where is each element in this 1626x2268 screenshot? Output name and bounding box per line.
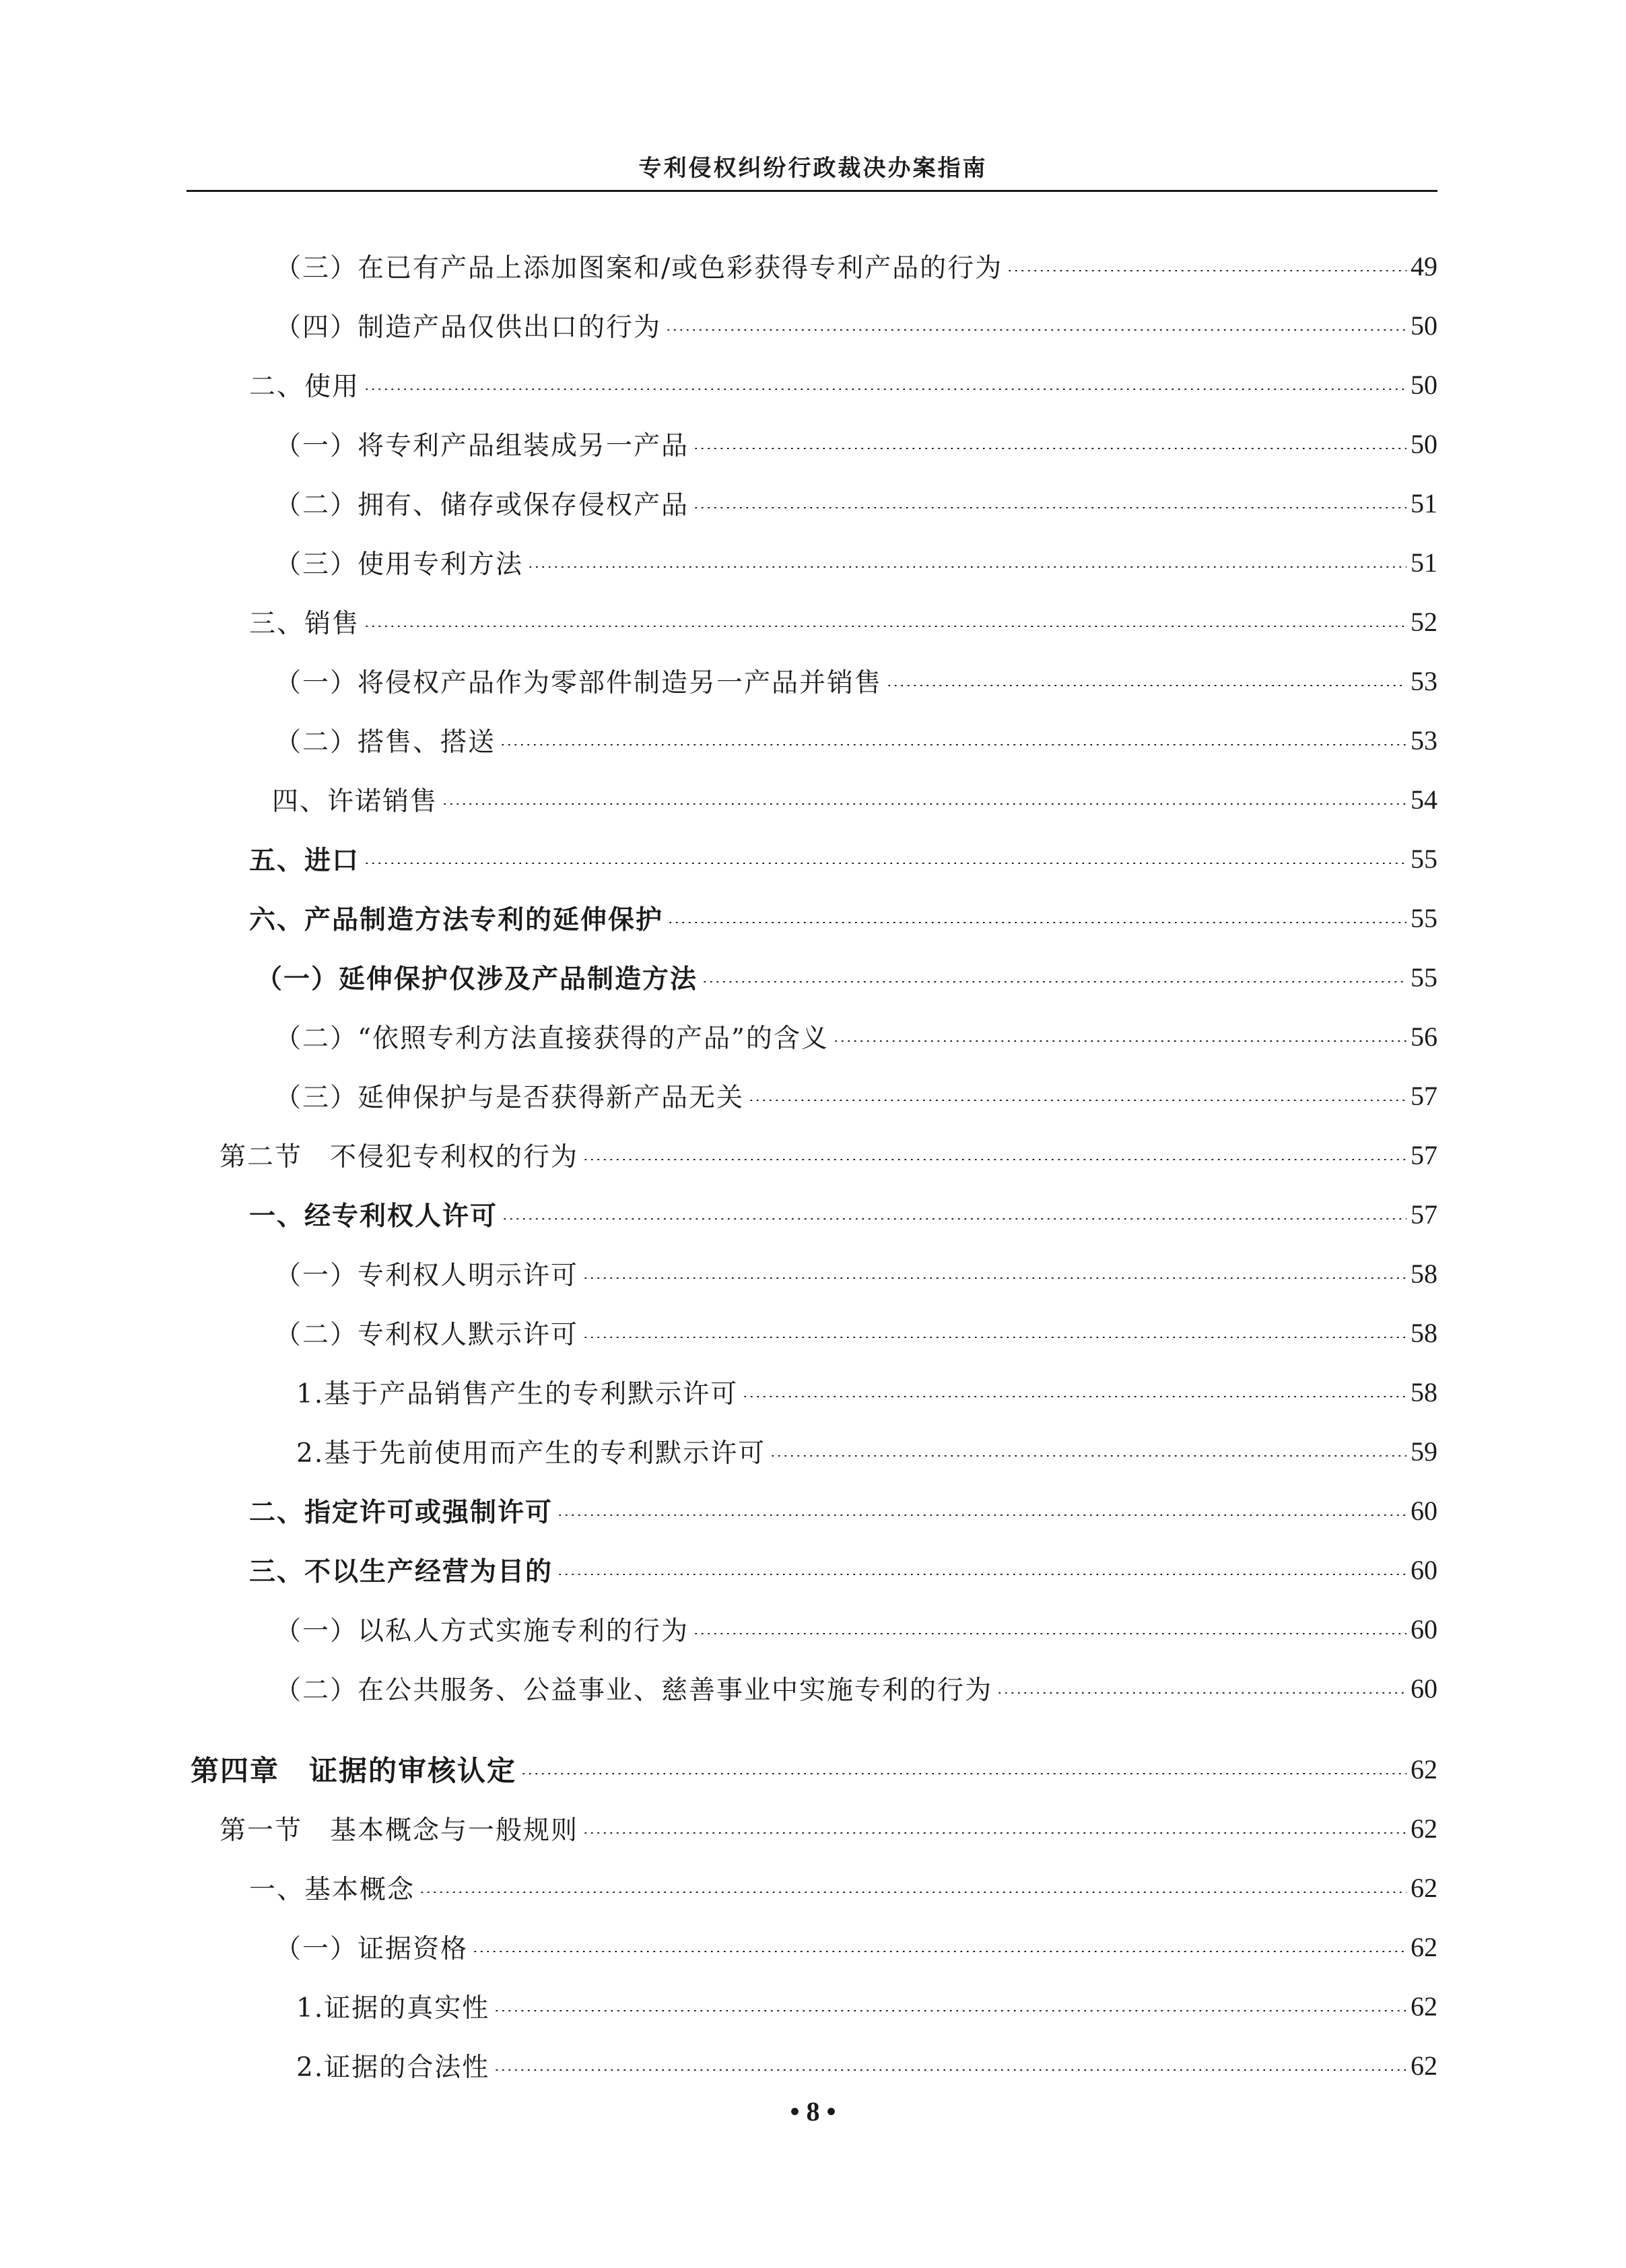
toc-entry[interactable] xyxy=(275,1309,1437,1356)
toc-entry[interactable] xyxy=(275,1923,1437,1970)
toc-entry[interactable] xyxy=(249,1546,1437,1593)
toc-entry-page: 57 xyxy=(1411,1080,1437,1111)
toc-entry[interactable] xyxy=(249,598,1437,645)
toc-chapter-entry[interactable] xyxy=(191,1745,1437,1793)
toc-entry[interactable] xyxy=(275,539,1437,586)
toc-entry-title: 2.基于先前使用而产生的专利默示许可 xyxy=(296,1438,766,1469)
toc-dot-leader xyxy=(702,981,1407,982)
toc-entry-page: 55 xyxy=(1411,843,1437,874)
toc-entry[interactable] xyxy=(275,657,1437,704)
toc-dot-leader xyxy=(886,685,1407,686)
toc-entry-title: （一）将专利产品组装成另一产品 xyxy=(275,431,689,461)
toc-entry[interactable] xyxy=(249,1487,1437,1534)
toc-dot-leader xyxy=(364,863,1407,864)
toc-entry-title: 三、销售 xyxy=(249,609,360,639)
toc-entry[interactable] xyxy=(275,1250,1437,1297)
toc-dot-leader xyxy=(996,1692,1407,1694)
toc-entry-title: （一）以私人方式实施专利的行为 xyxy=(275,1616,689,1646)
toc-entry-page: 53 xyxy=(1411,665,1437,696)
running-header: 专利侵权纠纷行政裁决办案指南 xyxy=(638,155,988,182)
toc-dot-leader xyxy=(693,448,1407,449)
toc-entry-title: 1.基于产品销售产生的专利默示许可 xyxy=(296,1379,739,1409)
toc-entry[interactable] xyxy=(275,1013,1437,1060)
toc-entry-title: （四）制造产品仅供出口的行为 xyxy=(275,312,662,343)
toc-entry[interactable] xyxy=(275,242,1437,290)
toc-entry-title: （二）“依照专利方法直接获得的产品”的含义 xyxy=(275,1024,829,1054)
toc-entry[interactable] xyxy=(275,1605,1437,1653)
toc-entry-title: 第四章 证据的审核认定 xyxy=(191,1754,517,1787)
toc-entry-title: （二）搭售、搭送 xyxy=(275,727,496,758)
toc-entry[interactable] xyxy=(256,954,1437,1001)
toc-entry-page: 62 xyxy=(1411,1872,1437,1903)
toc-dot-leader xyxy=(472,1951,1407,1952)
toc-dot-leader xyxy=(557,1514,1407,1516)
toc-entry-page: 58 xyxy=(1411,1317,1437,1348)
toc-dot-leader xyxy=(364,626,1407,627)
toc-entry-title: （一）将侵权产品作为零部件制造另一产品并销售 xyxy=(275,668,883,698)
toc-entry[interactable] xyxy=(272,776,1437,823)
toc-entry[interactable] xyxy=(275,1072,1437,1119)
toc-dot-leader xyxy=(502,1218,1407,1220)
toc-entry-page: 60 xyxy=(1411,1613,1437,1644)
toc-entry-title: 二、指定许可或强制许可 xyxy=(249,1497,553,1528)
toc-dot-leader xyxy=(494,2010,1407,2011)
toc-dot-leader xyxy=(442,803,1407,805)
toc-entry-title: （三）使用专利方法 xyxy=(275,549,524,580)
toc-dot-leader xyxy=(770,1455,1407,1457)
toc-entry-page: 55 xyxy=(1411,962,1437,993)
toc-entry-title: 四、许诺销售 xyxy=(272,787,438,817)
toc-entry-title: 一、基本概念 xyxy=(249,1875,415,1905)
toc-dot-leader xyxy=(494,2069,1407,2071)
toc-entry[interactable] xyxy=(219,1805,1437,1852)
toc-entry[interactable] xyxy=(249,835,1437,882)
page-number: • 8 • xyxy=(790,2096,836,2127)
toc-entry-page: 51 xyxy=(1411,547,1437,578)
toc-dot-leader xyxy=(527,566,1407,568)
toc-dot-leader xyxy=(742,1396,1407,1397)
toc-dot-leader xyxy=(748,1100,1407,1101)
toc-entry-page: 60 xyxy=(1411,1495,1437,1526)
toc-entry[interactable] xyxy=(275,420,1437,467)
toc-entry-page: 62 xyxy=(1411,1754,1437,1785)
toc-entry-page: 49 xyxy=(1411,251,1437,281)
toc-entry-title: （一）延伸保护仅涉及产品制造方法 xyxy=(256,964,698,995)
toc-entry-page: 50 xyxy=(1411,310,1437,341)
toc-entry[interactable] xyxy=(249,1191,1437,1238)
toc-entry-page: 58 xyxy=(1411,1376,1437,1407)
toc-dot-leader xyxy=(693,1633,1407,1634)
toc-entry-page: 62 xyxy=(1411,1813,1437,1844)
toc-entry-title: 1.证据的真实性 xyxy=(296,1993,490,2024)
toc-dot-leader xyxy=(582,1159,1407,1160)
toc-entry[interactable] xyxy=(249,1864,1437,1911)
toc-entry-title: （二）在公共服务、公益事业、慈善事业中实施专利的行为 xyxy=(275,1675,993,1706)
toc-entry-page: 52 xyxy=(1411,606,1437,637)
toc-entry-title: 第二节 不侵犯专利权的行为 xyxy=(219,1142,579,1172)
toc-entry[interactable] xyxy=(275,479,1437,527)
toc-entry-title: （二）专利权人默示许可 xyxy=(275,1320,579,1350)
toc-entry-title: 二、使用 xyxy=(249,372,360,402)
toc-entry-title: 2.证据的合法性 xyxy=(296,2053,490,2083)
toc-dot-leader xyxy=(582,1337,1407,1338)
toc-entry[interactable] xyxy=(275,302,1437,349)
toc-entry-title: （一）证据资格 xyxy=(275,1934,469,1964)
toc-entry-title: 三、不以生产经营为目的 xyxy=(249,1556,553,1587)
toc-entry-page: 59 xyxy=(1411,1436,1437,1467)
toc-entry-page: 60 xyxy=(1411,1673,1437,1704)
toc-entry-page: 62 xyxy=(1411,1931,1437,1962)
toc-entry-page: 62 xyxy=(1411,2050,1437,2081)
toc-entry[interactable] xyxy=(249,894,1437,941)
toc-dot-leader xyxy=(520,1773,1407,1774)
toc-dot-leader xyxy=(364,389,1407,390)
toc-dot-leader xyxy=(500,744,1407,745)
toc-dot-leader xyxy=(557,1574,1407,1575)
toc-entry[interactable] xyxy=(296,2042,1437,2089)
toc-entry-title: （二）拥有、储存或保存侵权产品 xyxy=(275,490,689,521)
toc-dot-leader xyxy=(667,922,1407,923)
toc-dot-leader xyxy=(693,507,1407,508)
toc-entry-page: 58 xyxy=(1411,1258,1437,1289)
toc-entry[interactable] xyxy=(275,716,1437,764)
toc-entry[interactable] xyxy=(249,361,1437,408)
toc-entry-page: 51 xyxy=(1411,488,1437,519)
toc-entry-page: 50 xyxy=(1411,428,1437,459)
toc-entry-title: （一）专利权人明示许可 xyxy=(275,1261,579,1291)
toc-entry-page: 54 xyxy=(1411,784,1437,815)
toc-entry-page: 55 xyxy=(1411,902,1437,933)
toc-entry[interactable] xyxy=(275,1665,1437,1712)
toc-entry-title: （三）在已有产品上添加图案和/或色彩获得专利产品的行为 xyxy=(275,253,1003,284)
toc-dot-leader xyxy=(1007,270,1407,271)
toc-entry-title: 六、产品制造方法专利的延伸保护 xyxy=(249,904,664,935)
toc-entry-title: 第一节 基本概念与一般规则 xyxy=(219,1815,579,1846)
toc-dot-leader xyxy=(419,1892,1407,1893)
toc-dot-leader xyxy=(582,1832,1407,1834)
toc-entry-page: 57 xyxy=(1411,1199,1437,1230)
toc-entry-page: 60 xyxy=(1411,1554,1437,1585)
toc-entry-title: （三）延伸保护与是否获得新产品无关 xyxy=(275,1083,745,1113)
toc-entry[interactable] xyxy=(296,1368,1437,1415)
toc-entry[interactable] xyxy=(296,1982,1437,2030)
toc-entry-page: 53 xyxy=(1411,725,1437,756)
toc-entry[interactable] xyxy=(296,1428,1437,1475)
toc-dot-leader xyxy=(582,1277,1407,1279)
toc-entry[interactable] xyxy=(219,1131,1437,1178)
toc-entry-page: 50 xyxy=(1411,369,1437,400)
toc-entry-page: 62 xyxy=(1411,1991,1437,2022)
toc-entry-page: 56 xyxy=(1411,1021,1437,1052)
toc-entry-title: 五、进口 xyxy=(249,845,360,876)
toc-entry-title: 一、经专利权人许可 xyxy=(249,1201,498,1232)
toc-dot-leader xyxy=(833,1040,1407,1042)
toc-entry-page: 57 xyxy=(1411,1139,1437,1170)
toc-dot-leader xyxy=(665,329,1407,331)
